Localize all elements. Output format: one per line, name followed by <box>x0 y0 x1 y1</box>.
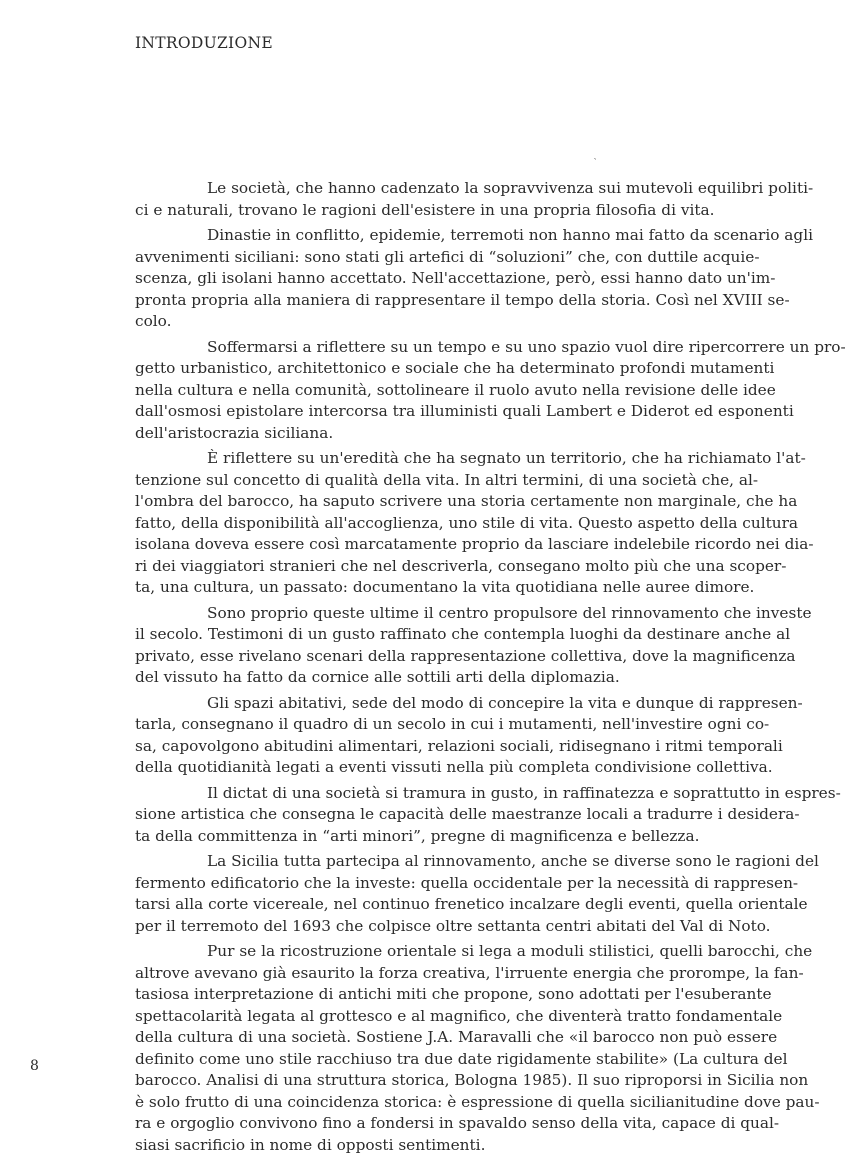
text-line: nella cultura e nella comunità, sottolineare il ruolo avuto nella revisione delle idee <box>135 380 776 399</box>
page-header: INTRODUZIONE <box>135 34 273 52</box>
text-line: l'ombra del barocco, ha saputo scrivere una storia certamente non marginale, che ha <box>135 492 798 510</box>
stray-mark: ‵ <box>594 158 597 168</box>
text-line: è solo frutto di una coincidenza storica: è espressione di quella sicilianitudine dove pau- <box>135 1092 820 1111</box>
paragraph <box>135 693 803 779</box>
text-line: avvenimenti siciliani: sono stati gli artefici di “soluzioni” che, con duttile acquie- <box>135 247 760 266</box>
text-line: per il terremoto del 1693 che colpisce oltre settanta centri abitati del Val di Noto. <box>135 916 771 935</box>
text-line: della cultura di una società. Sostiene J.A. Maravalli che «il barocco non può essere <box>135 1028 778 1046</box>
text-line: È riflettere su un'eredità che ha segnato un territorio, che ha richiamato l'at- <box>207 449 806 467</box>
text-line: dall'osmosi epistolare intercorsa tra illuministi quali Lambert e Diderot ed esponenti <box>135 402 794 420</box>
text-line: isolana doveva essere così marcatamente proprio da lasciare indelebile ricordo nei dia- <box>135 535 814 553</box>
text-line: dell'aristocrazia siciliana. <box>135 423 334 442</box>
text-line: tasiosa interpretazione di antichi miti che propone, sono adottati per l'esuberante <box>135 985 772 1003</box>
text-line: definito come uno stile racchiuso tra due date rigidamente stabilite» (La cultura del <box>135 1049 788 1068</box>
text-line: Sono proprio queste ultime il centro propulsore del rinnovamento che investe <box>207 603 812 622</box>
text-line: Il dictat di una società si tramura in gusto, in raffinatezza e soprattutto in espres- <box>207 783 841 802</box>
text-line: altrove avevano già esaurito la forza creativa, l'irruente energia che prorompe, la fan- <box>135 963 804 982</box>
paragraph <box>135 448 814 599</box>
text-line: ra e orgoglio convivono fino a fondersi in spavaldo senso della vita, capace di qual- <box>135 1114 780 1132</box>
paragraph <box>135 337 846 445</box>
text-line: barocco. Analisi di una struttura storica, Bologna 1985). Il suo riproporsi in Sicilia non <box>135 1071 809 1089</box>
text-line: pronta propria alla maniera di rappresentare il tempo della storia. Così nel XVIII se- <box>135 290 790 309</box>
text-line: colo. <box>135 312 172 330</box>
body-text <box>135 178 846 1160</box>
text-line: il secolo. Testimoni di un gusto raffinato che contempla luoghi da destinare anche al <box>135 625 791 643</box>
text-line: della quotidianità legati a eventi vissuti nella più completa condivisione collettiva. <box>135 758 773 776</box>
paragraph <box>135 941 820 1156</box>
text-line: Gli spazi abitativi, sede del modo di concepire la vita e dunque di rappresen- <box>207 693 803 712</box>
text-line: tenzione sul concetto di qualità della vita. In altri termini, di una società che, al- <box>135 470 759 489</box>
text-line: tarsi alla corte vicereale, nel continuo frenetico incalzare degli eventi, quella orientale <box>135 895 808 913</box>
paragraph <box>135 851 819 937</box>
text-line: Soffermarsi a riflettere su un tempo e su uno spazio vuol dire ripercorrere un pro- <box>207 337 846 356</box>
text-line: getto urbanistico, architettonico e sociale che ha determinato profondi mutamenti <box>135 359 775 377</box>
text-line: ta, una cultura, un passato: documentano la vita quotidiana nelle auree dimore. <box>135 578 755 596</box>
text-line: fatto, della disponibilità all'accoglienza, uno stile di vita. Questo aspetto della cultura <box>135 513 799 532</box>
paragraph <box>135 603 812 689</box>
text-line: scenza, gli isolani hanno accettato. Nell'accettazione, però, essi hanno dato un'im- <box>135 269 776 287</box>
page-number: 8 <box>30 1058 39 1074</box>
text-line: Le società, che hanno cadenzato la sopravvivenza sui mutevoli equilibri politi- <box>207 179 814 197</box>
text-line: privato, esse rivelano scenari della rappresentazione collettiva, dove la magnificenza <box>135 646 796 665</box>
text-line: ta della committenza in “arti minori”, pregne di magnificenza e bellezza. <box>135 826 700 845</box>
paragraph <box>135 783 841 848</box>
paragraph <box>135 225 813 333</box>
text-line: sione artistica che consegna le capacità delle maestranze locali a tradurre i desidera- <box>135 805 800 823</box>
text-line: del vissuto ha fatto da cornice alle sottili arti della diplomazia. <box>135 668 620 686</box>
text-line: La Sicilia tutta partecipa al rinnovamento, anche se diverse sono le ragioni del <box>207 852 819 870</box>
text-line: tarla, consegnano il quadro di un secolo in cui i mutamenti, nell'investire ogni co- <box>135 715 770 733</box>
text-line: Pur se la ricostruzione orientale si lega a moduli stilistici, quelli barocchi, che <box>207 942 813 960</box>
text-line: sa, capovolgono abitudini alimentari, relazioni sociali, ridisegnano i ritmi temporali <box>135 736 783 755</box>
text-line: ci e naturali, trovano le ragioni dell'esistere in una propria filosofia di vita. <box>135 200 715 219</box>
text-line: ri dei viaggiatori stranieri che nel descriverla, consegano molto più che una scoper- <box>135 556 787 575</box>
text-line: fermento edificatorio che la investe: quella occidentale per la necessità di rappresen- <box>135 873 799 892</box>
text-line: Dinastie in conflitto, epidemie, terremoti non hanno mai fatto da scenario agli <box>207 226 813 244</box>
text-line: spettacolarità legata al grottesco e al magnifico, che diventerà tratto fondamentale <box>135 1006 783 1025</box>
text-line: siasi sacrificio in nome di opposti sentimenti. <box>135 1135 486 1154</box>
paragraph <box>135 178 814 221</box>
